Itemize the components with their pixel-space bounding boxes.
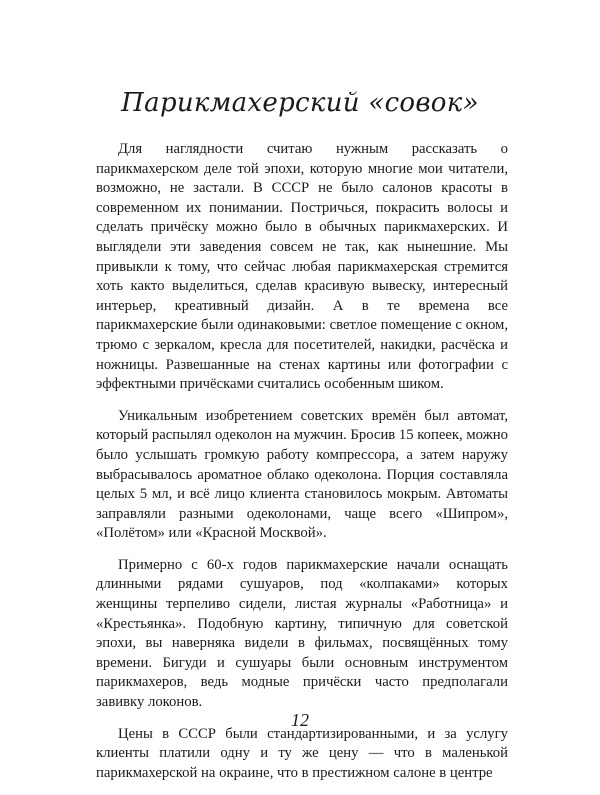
paragraph: Примерно с 60-х годов парикмахерские начали оснащать длинными рядами сушуаров, под «колпаками» которых женщины терпеливо сидели, листая журналы «Работница» и «Крестьянка». Подобную картину, типичную для советской эпохи, вы наверняка видели в фильмах, посвящённых тому времени. Бигуди и сушуары были основным инструментом парикмахеров, ведь модные причёски часто предполагали завивку локонов. (96, 556, 508, 711)
paragraph: Уникальным изобретением советских времён был автомат, который распылял одеколон на мужчин. Бросив 15 копеек, можно было услышать громкую работу компрессора, а затем наружу выбрасывалось ароматное облако одеколона. Порция составляла целых 5 мл, и всё лицо клиента становилось мокрым. Автоматы заправляли разными одеколонами, чаще всего «Шипром», «Полётом» или «Красной Москвой». (96, 407, 508, 542)
body-text (96, 140, 508, 795)
paragraph: Для наглядности считаю нужным рассказать о парикмахерском деле той эпохи, которую многие мои читатели, возможно, не застали. В СССР не было салонов красоты в современном их понимании. Постричься, покрасить волосы и сделать причёску можно было в обычных парикмахерских. И выглядели эти заведения совсем не так, как нынешние. Мы привыкли к тому, что сейчас любая парикмахерская стремится хоть както выделиться, сделав красивую вывеску, интересный интерьер, креативный дизайн. А в те времена все парикмахерские были одинаковыми: светлое помещение с окном, трюмо с зеркалом, кресла для посетителей, накидки, расчёска и ножницы. Развешанные на стенах картины или фотографии с эффектными причёсками считались особенным шиком. (96, 141, 508, 393)
paragraph: Цены в СССР были стандартизированными, и за услугу клиенты платили одну и ту же цену — что в маленькой парикмахерской на окраине, что в престижном салоне в центре (96, 725, 508, 781)
page-number: 12 (291, 710, 309, 730)
chapter-title: Парикмахерский «совок» (121, 88, 479, 118)
